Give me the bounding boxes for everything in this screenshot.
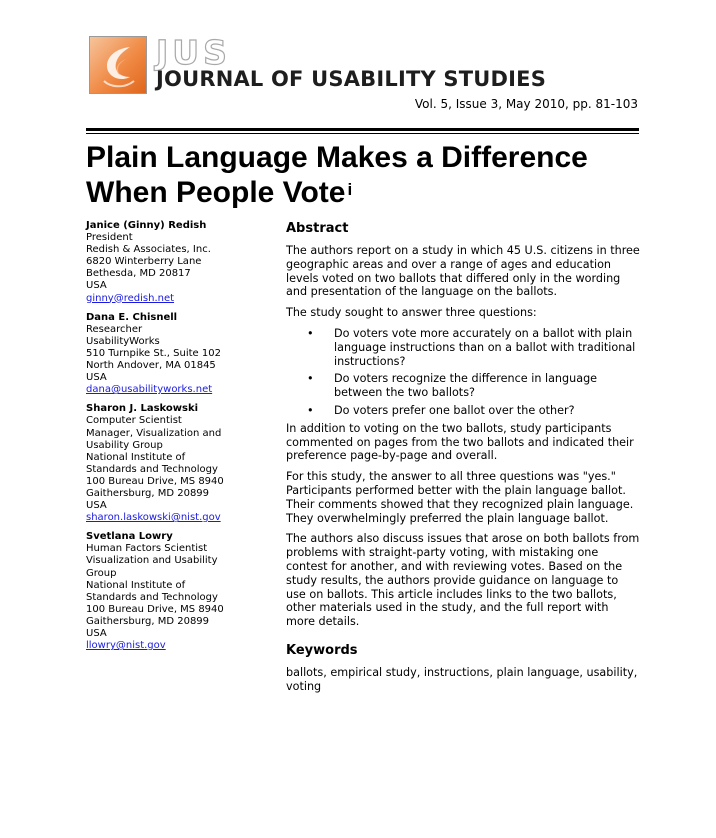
author-name: Sharon J. Laskowski (86, 403, 199, 415)
journal-abbrev: JUS (156, 33, 231, 72)
author-name: Dana E. Chisnell (86, 311, 178, 323)
author-affiliation-line: Gaithersburg, MD 20899 (86, 487, 210, 499)
jus-swirl-logo-icon (90, 37, 146, 93)
list-item (286, 372, 641, 400)
author-email-link[interactable]: ginny@redish.net (86, 292, 175, 304)
authors-column (86, 220, 271, 659)
author-affiliation-line: Manager, Visualization and (86, 427, 222, 439)
author-affiliation-line: Redish & Associates, Inc. (86, 244, 211, 256)
journal-logo (89, 36, 147, 94)
header-rule-thick (86, 128, 639, 131)
bullet-icon: • (307, 403, 314, 417)
list-item (286, 404, 641, 418)
author-block (86, 312, 271, 397)
abstract-paragraph: In addition to voting on the two ballots, study participants commented on pages from the two ballots and indicated their preference page-by-page and overall. (286, 421, 634, 463)
author-block (86, 531, 271, 652)
author-affiliation-line: Human Factors Scientist (86, 543, 208, 555)
bullet-icon: • (307, 372, 314, 386)
abstract-heading: Abstract (286, 221, 349, 236)
abstract-paragraph: The study sought to answer three questions: (286, 306, 537, 320)
author-affiliation-line: Researcher (86, 323, 143, 335)
questions-list (286, 327, 641, 418)
title-line-2: When People Vote (86, 176, 346, 209)
abstract-paragraph: The authors also discuss issues that arose on both ballots from problems with straight-party voting, with mistaking one contest for another, and with reviewing votes. Based on the study results, the authors provide guidance on language to use on ballots. This article includes links to the two ballots, other materials used in the study, and the full report with more details. (286, 532, 640, 629)
author-affiliation-line: National Institute of (86, 451, 186, 463)
author-affiliation-line: USA (86, 280, 107, 292)
title-line-1: Plain Language Makes a Difference (86, 141, 588, 174)
article-title (86, 140, 646, 210)
abstract-paragraph: For this study, the answer to all three questions was "yes." Participants performed better with the plain language ballot. Their comments showed that they recognized plain language. They overwhelmingly preferred the plain language ballot. (286, 470, 634, 525)
author-affiliation-line: National Institute of (86, 579, 186, 591)
author-name: Svetlana Lowry (86, 531, 173, 543)
author-affiliation-line: USA (86, 628, 107, 639)
title-footnote-marker[interactable]: i (347, 180, 353, 199)
author-block (86, 403, 271, 524)
author-email-link[interactable]: dana@usabilityworks.net (86, 384, 213, 396)
keywords-text: ballots, empirical study, instructions, plain language, usability, voting (286, 665, 638, 693)
main-column (286, 221, 641, 701)
author-affiliation-line: Standards and Technology (86, 463, 218, 475)
abstract-paragraph: The authors report on a study in which 45 U.S. citizens in three geographic areas and over a range of ages and education levels voted on two ballots that differed only in the wording and presentation of the language on the ballots. (286, 244, 640, 299)
author-affiliation-line: North Andover, MA 01845 (86, 360, 216, 372)
author-affiliation-line: 510 Turnpike St., Suite 102 (86, 347, 221, 359)
list-item (286, 327, 641, 368)
author-affiliation-line: 6820 Winterberry Lane (86, 256, 202, 268)
keywords-heading: Keywords (286, 642, 358, 658)
author-affiliation-line: Visualization and Usability (86, 555, 218, 567)
author-affiliation-line: Usability Group (86, 439, 163, 451)
header-rule-thin (86, 133, 639, 134)
author-affiliation-line: Standards and Technology (86, 591, 218, 603)
author-email-link[interactable]: sharon.laskowski@nist.gov (86, 512, 221, 524)
author-affiliation-line: 100 Bureau Drive, MS 8940 (86, 603, 224, 615)
issue-info: Vol. 5, Issue 3, May 2010, pp. 81-103 (414, 97, 638, 111)
author-email-link[interactable]: llowry@nist.gov (86, 640, 166, 652)
author-affiliation-line: Gaithersburg, MD 20899 (86, 615, 210, 627)
author-affiliation-line: Bethesda, MD 20817 (86, 268, 191, 280)
author-affiliation-line: USA (86, 372, 107, 384)
question-text: Do voters vote more accurately on a ballot with plain language instructions than on a ballot with traditional instructions? (334, 326, 636, 368)
author-affiliation-line: 100 Bureau Drive, MS 8940 (86, 475, 224, 487)
author-name: Janice (Ginny) Redish (86, 220, 207, 231)
author-affiliation-line: Computer Scientist (86, 415, 182, 427)
bullet-icon: • (307, 326, 314, 340)
question-text: Do voters recognize the difference in language between the two ballots? (334, 372, 598, 400)
author-block (86, 220, 271, 305)
journal-name: JOURNAL OF USABILITY STUDIES (156, 67, 547, 91)
author-affiliation-line: USA (86, 500, 107, 512)
author-affiliation-line: UsabilityWorks (86, 335, 160, 347)
author-affiliation-line: President (86, 232, 133, 244)
question-text: Do voters prefer one ballot over the other? (334, 403, 575, 417)
author-affiliation-line: Group (86, 567, 117, 579)
